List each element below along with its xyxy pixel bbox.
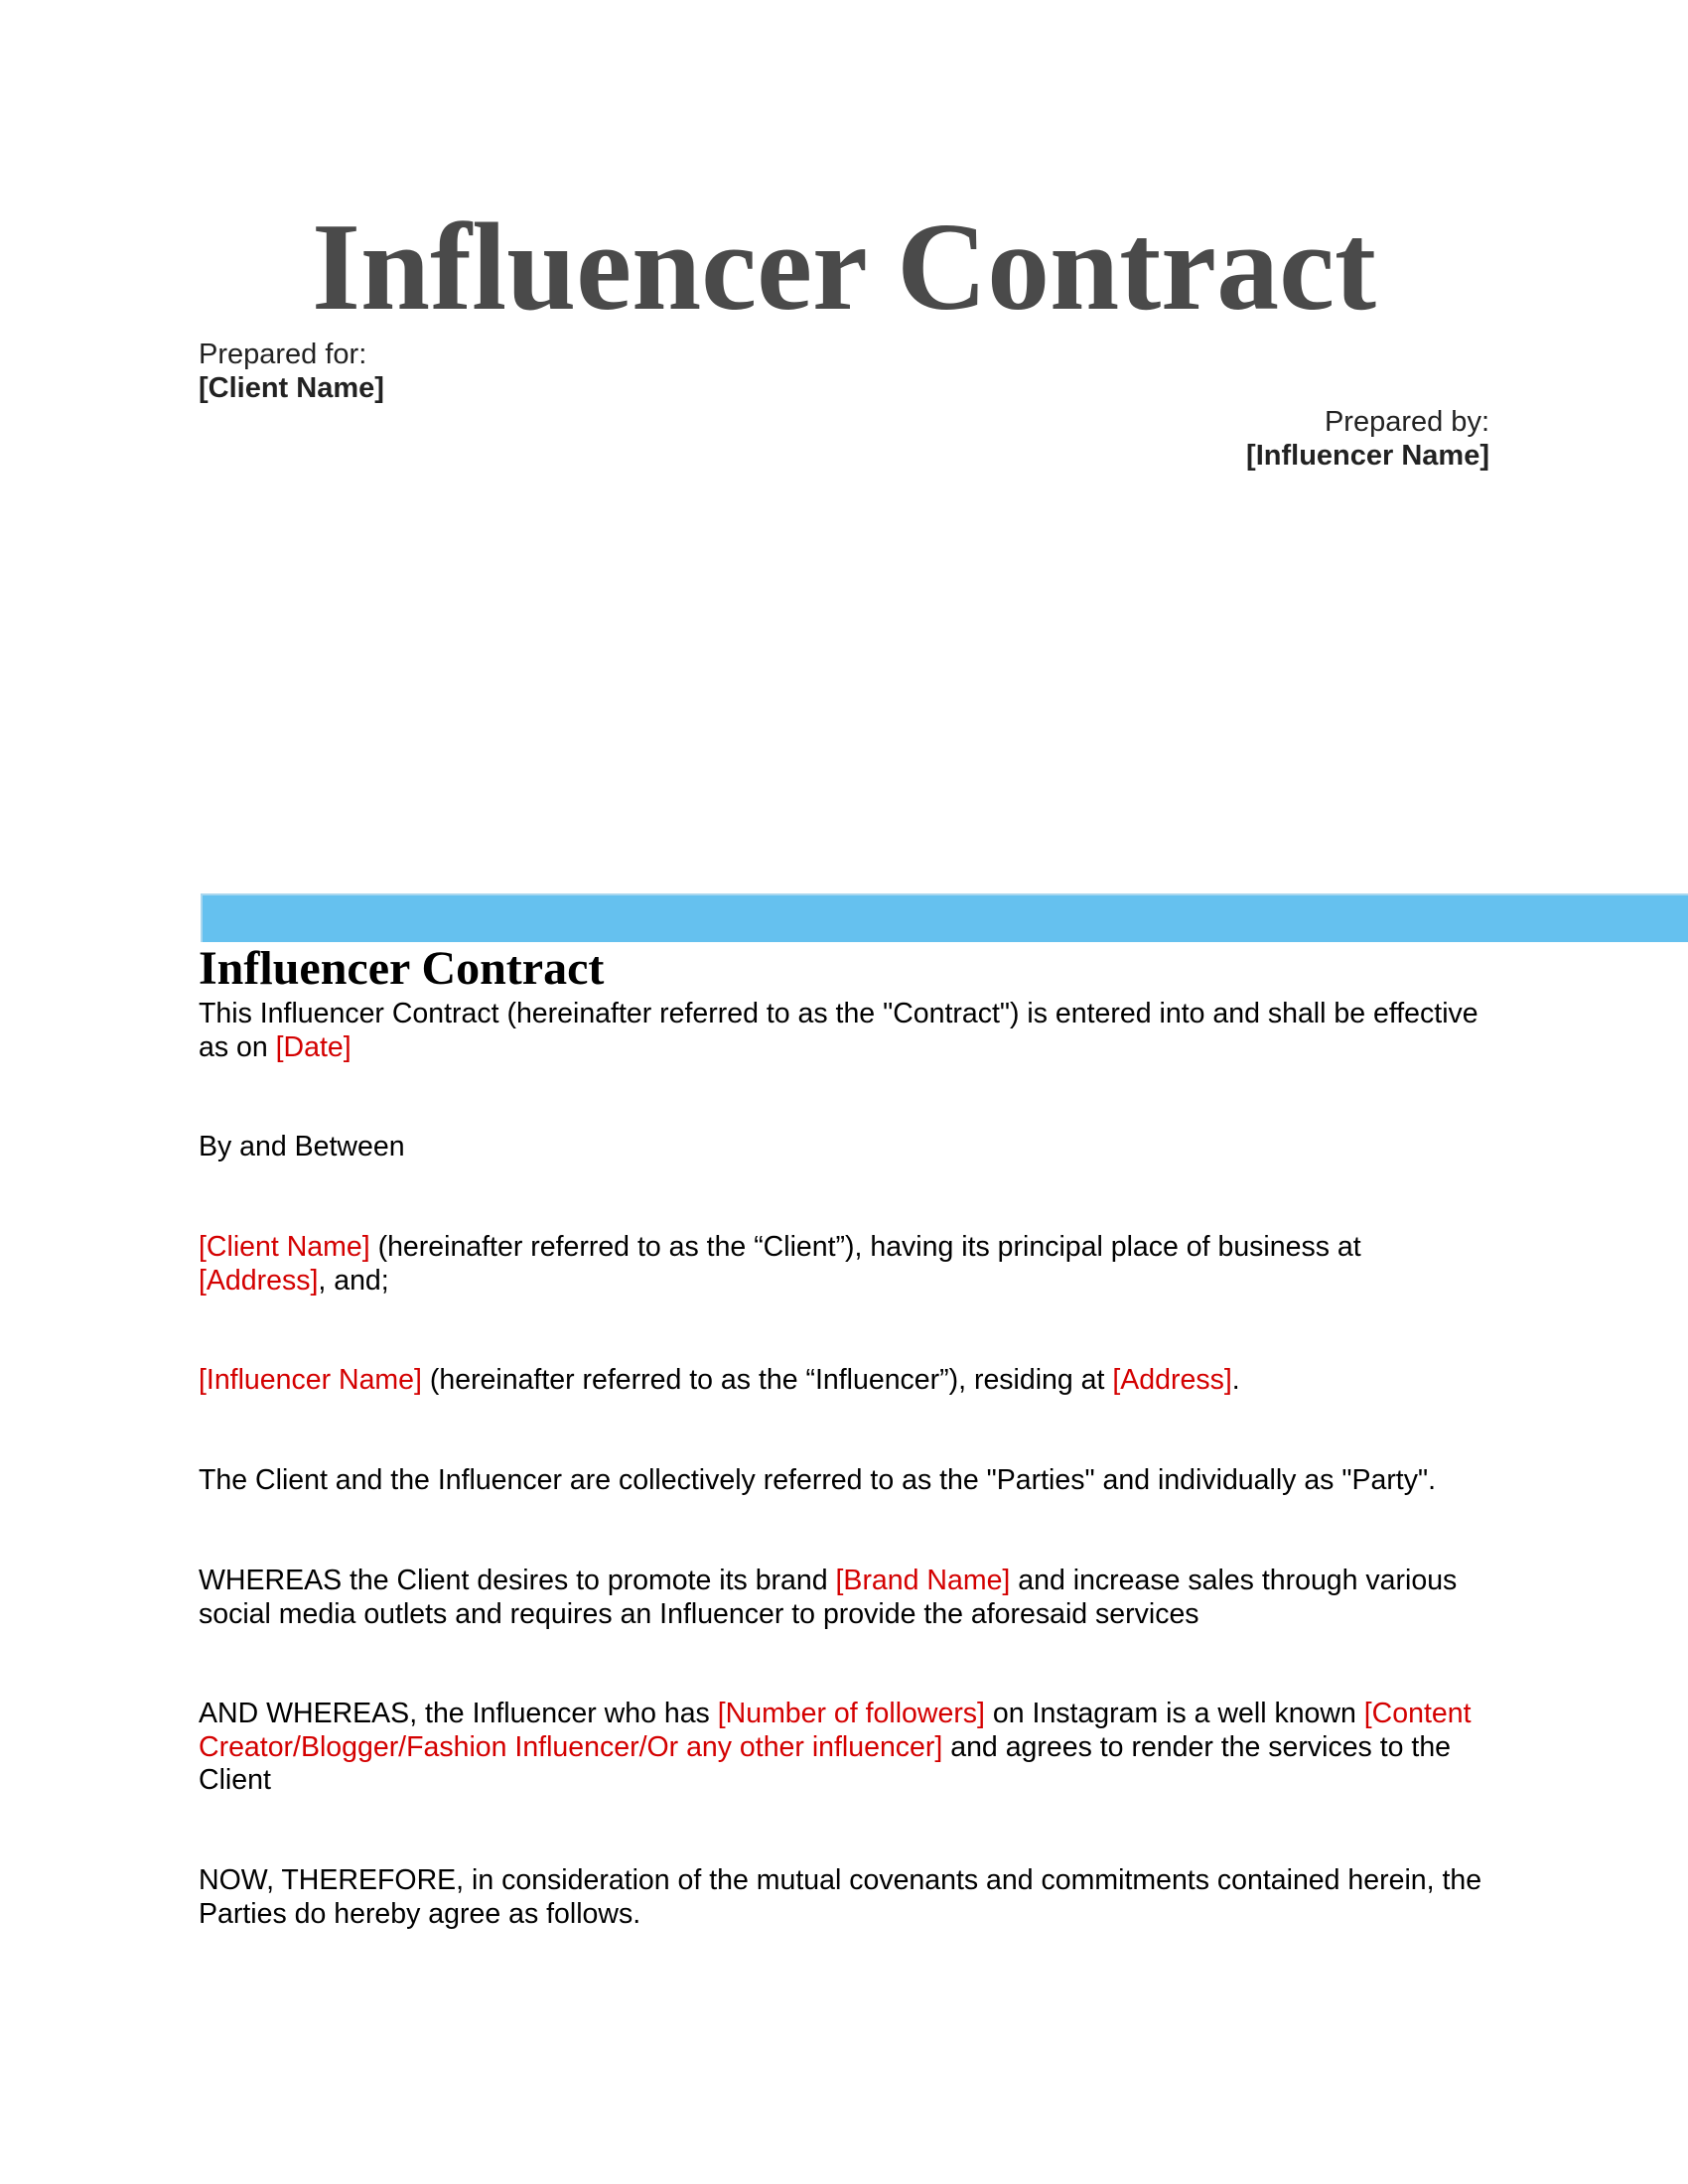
prepared-by-label: Prepared by: <box>1324 406 1489 438</box>
whereas-1-paragraph <box>199 1565 1489 1631</box>
date-placeholder: [Date] <box>275 1030 352 1063</box>
whereas-2-middle: on Instagram is a well known <box>984 1698 1364 1729</box>
client-name: [Client Name] <box>199 372 384 404</box>
whereas-1-start: WHEREAS the Client desires to promote its brand <box>199 1565 836 1596</box>
influencer-address-placeholder: [Address] <box>1112 1364 1232 1396</box>
client-party-end: , and; <box>318 1264 389 1297</box>
contract-heading: Influencer Contract <box>199 942 605 995</box>
influencer-name: [Influencer Name] <box>1246 440 1489 472</box>
client-party-text: (hereinafter referred to as the “Client”), having its principal place of business at <box>369 1231 1361 1263</box>
whereas-2-start: AND WHEREAS, the Influencer who has <box>199 1698 718 1729</box>
followers-placeholder: [Number of followers] <box>717 1698 985 1729</box>
influencer-party-end: . <box>1231 1364 1240 1396</box>
prepared-by-block <box>1246 405 1489 473</box>
client-address-placeholder: [Address] <box>199 1264 319 1297</box>
influencer-party-text: (hereinafter referred to as the “Influencer”), residing at <box>421 1364 1113 1396</box>
intro-text: This Influencer Contract (hereinafter referred to as the "Contract") is entered into and shall be effective as on <box>199 998 1478 1063</box>
now-therefore-paragraph: NOW, THEREFORE, in consideration of the mutual covenants and commitments contained herein, the Parties do hereby agree as follows. <box>199 1864 1482 1930</box>
collective-paragraph: The Client and the Influencer are collectively referred to as the "Parties" and individually as "Party". <box>199 1464 1437 1496</box>
whereas-1-end: and increase sales through various social media outlets and requires an Influencer to provide the aforesaid services <box>199 1565 1458 1630</box>
cover-title: Influencer Contract <box>312 199 1376 337</box>
brand-name-placeholder: [Brand Name] <box>835 1565 1011 1596</box>
by-and-between: By and Between <box>199 1131 405 1162</box>
whereas-2-paragraph <box>199 1698 1489 1798</box>
influencer-name-placeholder: [Influencer Name] <box>199 1364 422 1396</box>
client-name-placeholder: [Client Name] <box>199 1231 370 1263</box>
influencer-party-paragraph <box>199 1364 1489 1398</box>
intro-paragraph <box>199 998 1489 1064</box>
client-party-paragraph <box>199 1231 1489 1297</box>
prepared-for-block <box>199 338 384 405</box>
prepared-for-label: Prepared for: <box>199 339 367 370</box>
section-divider-band <box>201 893 1688 942</box>
influencer-type-placeholder: [Content Creator/Blogger/Fashion Influencer/Or any other influencer] <box>199 1698 1472 1763</box>
whereas-2-end: and agrees to render the services to the Client <box>199 1730 1452 1796</box>
